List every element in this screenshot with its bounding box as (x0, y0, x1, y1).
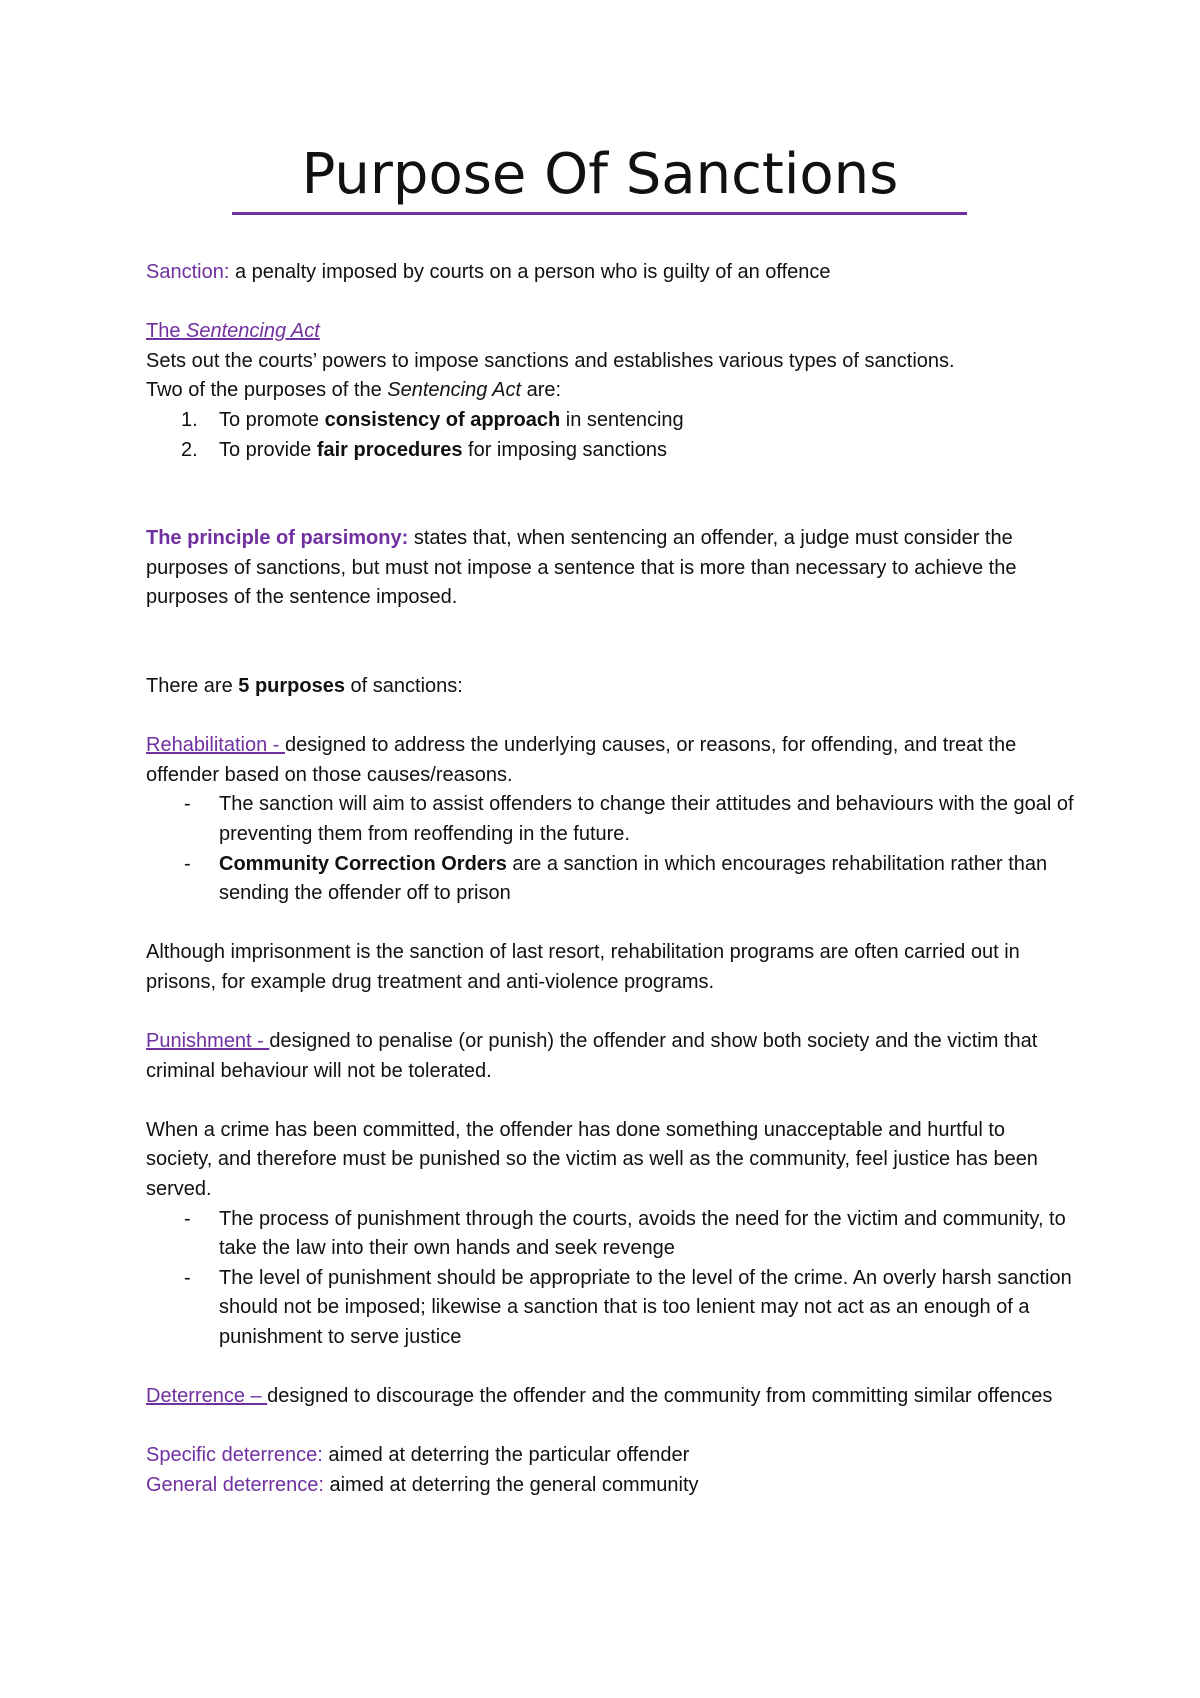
parsimony-paragraph (146, 524, 1076, 613)
list-item-text: To provide (219, 438, 317, 461)
list-item-text: are a sanction in which encourages rehabilitation rather than sending the offender off to prison (219, 852, 1048, 905)
rehabilitation-note: Although imprisonment is the sanction of last resort, rehabilitation programs are often carried out in prisons, for example drug treatment and anti-violence programs. (146, 941, 1020, 993)
sentencing-act-line1: Sets out the courts’ powers to impose sanctions and establishes various types of sanctions. (146, 349, 955, 372)
list-item-text: To promote (219, 408, 325, 431)
sentencing-act-line2-pre: Two of the purposes of the (146, 379, 388, 402)
list-item-text: The process of punishment through the courts, avoids the need for the victim and community, to take the law into their own hands and seek revenge (219, 1207, 1066, 1260)
specific-deterrence (146, 1441, 1076, 1471)
general-deterrence (146, 1471, 1076, 1501)
list-item-bold: Community Correction Orders (219, 852, 507, 875)
list-item-text: The sanction will aim to assist offenders to change their attitudes and behaviours with the goal of preventing them from reoffending in the future. (219, 793, 1074, 845)
punishment-explanation: When a crime has been committed, the offender has done something unacceptable and hurtful to society, and therefore must be punished so the victim as well as the community, feel justice has been served. (146, 1118, 1038, 1201)
list-item (146, 790, 1076, 849)
list-item (146, 1264, 1076, 1353)
list-item-text-end: for imposing sanctions (462, 438, 667, 461)
parsimony-text: states that, when sentencing an offender, a judge must consider the purposes of sanctions, but must not impose a sentence that is more than necessary to achieve the purposes of the sentence imposed. (146, 527, 1017, 609)
sanction-text: a penalty imposed by courts on a person who is guilty of an offence (229, 261, 831, 283)
sentencing-act-purposes-list (146, 406, 1076, 465)
five-pre: There are (146, 674, 239, 697)
sanction-term: Sanction: (146, 261, 230, 283)
bullet-dash: - (184, 1207, 191, 1230)
general-deterrence-text: aimed at deterring the general community (323, 1473, 699, 1496)
list-item-text: The level of punishment should be appropriate to the level of the crime. An overly harsh sanction should not be imposed; likewise a sanction that is too lenient may not act as an enough of a punishment to serve justice (219, 1266, 1072, 1348)
list-item (146, 406, 1076, 436)
five-post: of sanctions: (344, 674, 463, 697)
bullet-dash: - (184, 793, 191, 816)
list-item (146, 436, 1076, 466)
specific-deterrence-text: aimed at deterring the particular offender (322, 1444, 690, 1467)
punishment-paragraph (146, 1027, 1076, 1086)
general-deterrence-term: General deterrence: (146, 1473, 324, 1496)
list-number: 2. (181, 438, 198, 461)
sentencing-act-line2-act: Sentencing Act (387, 379, 522, 402)
bullet-dash: - (184, 852, 191, 875)
punishment-text: designed to penalise (or punish) the offender and show both society and the victim that criminal behaviour will not be tolerated. (146, 1030, 1038, 1082)
list-item-bold: fair procedures (316, 438, 463, 461)
sentencing-act-heading-act: Sentencing Act (186, 320, 320, 343)
punishment-heading: Punishment - (146, 1030, 270, 1053)
rehabilitation-text: designed to address the underlying causes, or reasons, for offending, and treat the offender based on those causes/reasons. (146, 734, 1017, 786)
sanction-definition (146, 258, 1076, 288)
rehabilitation-heading: Rehabilitation - (146, 734, 285, 757)
bullet-dash: - (184, 1266, 191, 1289)
five-purposes-intro (146, 672, 1076, 702)
list-item-bold: consistency of approach (324, 408, 561, 431)
five-bold: 5 purposes (238, 674, 345, 697)
deterrence-text: designed to discourage the offender and the community from committing similar offences (267, 1385, 1053, 1408)
deterrence-paragraph (146, 1382, 1076, 1412)
rehabilitation-bullets (146, 790, 1076, 908)
punishment-bullets (146, 1205, 1076, 1353)
list-item-text-end: in sentencing (560, 408, 684, 431)
parsimony-term: The principle of parsimony: (146, 527, 409, 550)
sentencing-act-line2 (146, 376, 1076, 406)
deterrence-heading: Deterrence – (146, 1385, 268, 1408)
list-number: 1. (181, 408, 198, 431)
rehabilitation-paragraph (146, 731, 1076, 790)
title-underline (232, 212, 967, 215)
sentencing-act-line2-post: are: (521, 379, 562, 402)
sentencing-act-heading-the: The (146, 320, 187, 343)
list-item (146, 850, 1076, 909)
page-title: Purpose Of Sanctions (301, 142, 899, 207)
sentencing-act-heading (146, 317, 1076, 347)
document-body (146, 258, 1076, 1501)
list-item (146, 1205, 1076, 1264)
specific-deterrence-term: Specific deterrence: (146, 1444, 323, 1467)
